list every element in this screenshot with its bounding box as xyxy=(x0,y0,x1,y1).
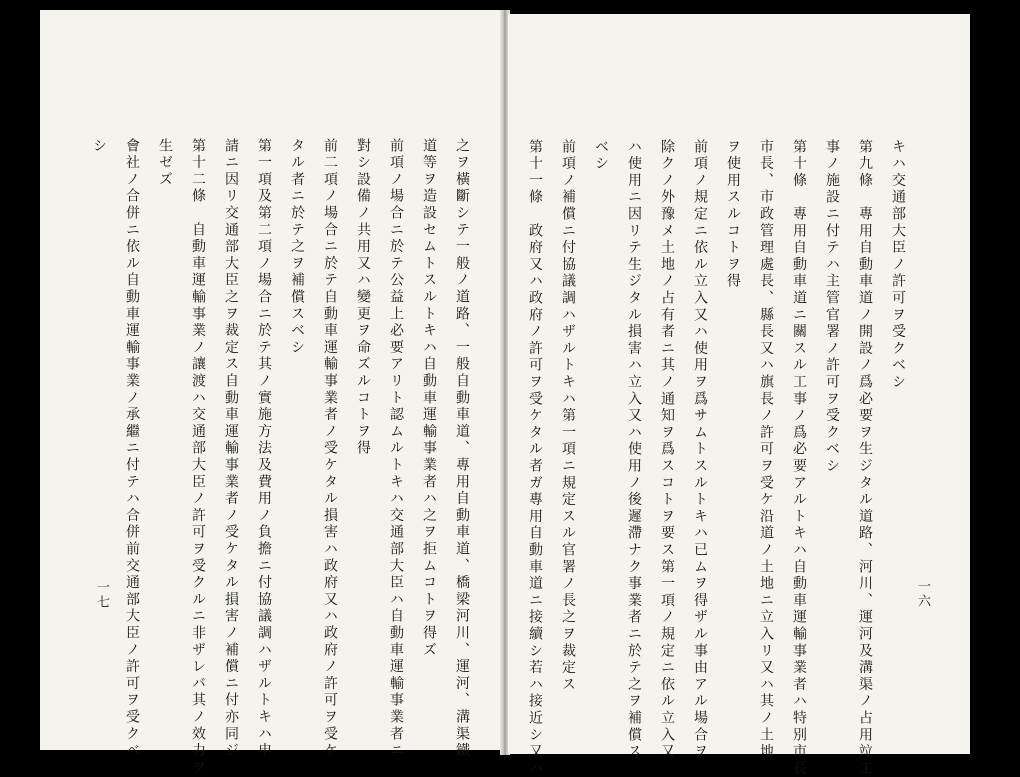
text-line: 除クノ外豫メ土地ノ占有者ニ其ノ通知ヲ爲スコトヲ要ス第一項ノ規定ニ依ル立入又 xyxy=(659,139,675,761)
text-line: 第十二條 自動車運輸事業ノ讓渡ハ交通部大臣ノ許可ヲ受クルニ非ザレバ其ノ效力ヲ xyxy=(190,138,206,777)
text-line: ヲ使用スルコトヲ得 xyxy=(725,139,741,291)
text-line: 請ニ因リ交通部大臣之ヲ裁定ス自動車運輸事業者ノ受ケタル損害ノ補償ニ付亦同ジ xyxy=(223,138,239,760)
text-line: 前項ノ場合ニ於テ公益上必要アリト認ムルトキハ交通部大臣ハ自動車運輸事業者ニ xyxy=(388,138,404,760)
page-number: 一七 xyxy=(94,580,109,610)
text-line: 前項ノ規定ニ依ル立入又ハ使用ヲ爲サムトスルトキハ已ムヲ得ザル事由アル場合ヲ xyxy=(692,139,708,761)
text-line: 第十一條 政府又ハ政府ノ許可ヲ受ケタル者ガ專用自動車道ニ接續シ若ハ接近シ又ハ xyxy=(527,139,543,777)
right-page xyxy=(508,14,970,777)
text-line: 第一項及第二項ノ場合ニ於テ其ノ實施方法及費用ノ負擔ニ付協議調ハザルトキハ申 xyxy=(256,138,272,760)
text-line: ベシ xyxy=(593,139,609,173)
text-line: 會社ノ合併ニ依ル自動車運輸事業ノ承繼ニ付テハ合併前交通部大臣ノ許可ヲ受クベ xyxy=(124,138,140,760)
text-line: 前二項ノ場合ニ於テ自動車運輸事業者ノ受ケタル損害ハ政府又ハ政府ノ許可ヲ受ケ xyxy=(322,138,338,760)
text-line: 生ゼズ xyxy=(157,138,173,189)
text-line: シ xyxy=(91,138,107,155)
text-line: 對シ設備ノ共用又ハ變更ヲ命ズルコトヲ得 xyxy=(355,138,371,458)
text-line: 第十條 專用自動車道ニ關スル工事ノ爲必要アルトキハ自動車運輸事業者ハ特別市長 xyxy=(791,139,807,777)
text-line: 市長、市政管理處長、縣長又ハ旗長ノ許可ヲ受ケ沿道ノ土地ニ立入リ又ハ其ノ土地 xyxy=(758,139,774,761)
text-line: 道等ヲ造設セムトスルトキハ自動車運輸事業者ハ之ヲ拒ムコトヲ得ズ xyxy=(421,138,437,659)
text-line: タル者ニ於テ之ヲ補償スベシ xyxy=(289,138,305,357)
left-page xyxy=(40,10,502,777)
text-line: 第九條 專用自動車道ノ開設ノ爲必要ヲ生ジタル道路、河川、運河及溝渠ノ占用竝工 xyxy=(857,139,873,777)
text-line: キハ交通部大臣ノ許可ヲ受クベシ xyxy=(890,139,906,391)
page-number: 一六 xyxy=(915,579,930,609)
text-line: 前項ノ補償ニ付協議調ハザルトキハ第一項ニ規定スル官署ノ長之ヲ裁定ス xyxy=(560,139,576,694)
text-line: 之ヲ橫斷シテ一般ノ道路、一般自動車道、專用自動車道、橋梁河川、運河、溝渠鐵 xyxy=(454,138,470,760)
text-line: 事ノ施設ニ付テハ主管官署ノ許可ヲ受クベシ xyxy=(824,139,840,475)
text-line: ハ使用ニ因リテ生ジタル損害ハ立入又ハ使用ノ後遲滯ナク事業者ニ於テ之ヲ補償ス xyxy=(626,139,642,761)
